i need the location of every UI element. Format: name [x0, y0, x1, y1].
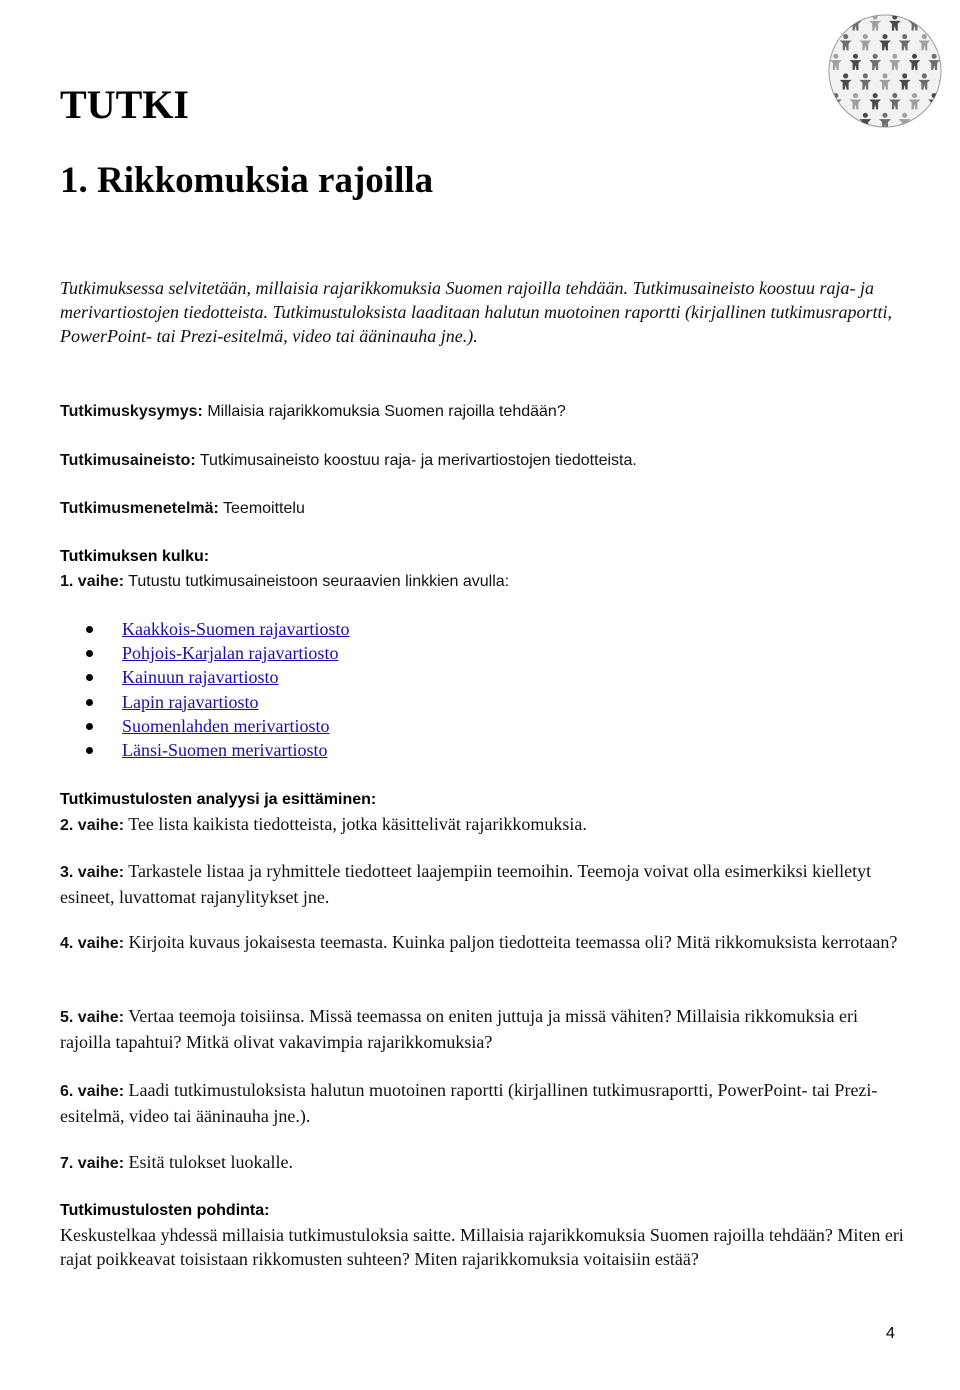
link-list — [86, 617, 349, 762]
chapter-title: 1. Rikkomuksia rajoilla — [60, 160, 434, 201]
list-item — [86, 690, 349, 714]
step-3 — [60, 859, 910, 909]
step-text: Tarkastele listaa ja ryhmittele tiedotteet laajempiin teemoihin. Teemoja voivat olla esimerkiksi kielletyt esineet, luvattomat rajanylitykset jne. — [60, 861, 872, 907]
step-5 — [60, 1004, 910, 1054]
step-1-label: 1. vaihe: — [60, 573, 125, 590]
list-item — [86, 714, 349, 738]
bullet-icon — [86, 747, 93, 754]
step-label: 3. vaihe: — [60, 864, 125, 881]
bullet-icon — [86, 723, 93, 730]
step-text: Esitä tulokset luokalle. — [124, 1152, 294, 1172]
list-item — [86, 738, 349, 762]
bullet-icon — [86, 674, 93, 681]
step-text: Kirjoita kuvaus jokaisesta teemasta. Kuinka paljon tiedotteita teemassa oli? Mitä rikkomuksista kerrotaan? — [124, 932, 898, 952]
link-suomenlahden-merivartiosto[interactable]: Suomenlahden merivartiosto — [122, 715, 330, 736]
analysis-heading: Tutkimustulosten analyysi ja esittäminen: — [60, 791, 377, 808]
research-material — [60, 449, 910, 473]
step-4 — [60, 930, 910, 956]
course-heading: Tutkimuksen kulku: — [60, 548, 210, 565]
step-7 — [60, 1150, 910, 1176]
step-label: 4. vaihe: — [60, 935, 125, 952]
research-method — [60, 497, 910, 521]
research-question-label: Tutkimuskysymys: — [60, 403, 203, 420]
bullet-icon — [86, 650, 93, 657]
step-2 — [60, 812, 910, 838]
step-text: Vertaa teemoja toisiinsa. Missä teemassa on eniten juttuja ja missä vähiten? Millaisia rikkomuksia eri rajoilla tapahtui? Mitkä olivat vakavimpia rajarikkomuksia? — [60, 1006, 859, 1052]
list-item — [86, 641, 349, 665]
step-text: Laadi tutkimustuloksista halutun muotoinen raportti (kirjallinen tutkimusraportti, PowerPoint- tai Prezi-esitelmä, video tai ääninauha jne.). — [60, 1080, 878, 1126]
link-kainuun-rajavartiosto[interactable]: Kainuun rajavartiosto — [122, 667, 279, 688]
link-kaakkois-suomen-rajavartiosto[interactable]: Kaakkois-Suomen rajavartiosto — [122, 619, 350, 639]
bullet-icon — [86, 699, 93, 706]
link-pohjois-karjalan-rajavartiosto[interactable]: Pohjois-Karjalan rajavartiosto — [122, 643, 339, 664]
research-method-text: Teemoittelu — [218, 500, 305, 517]
step-label: 2. vaihe: — [60, 817, 125, 834]
discussion-text: Keskustelkaa yhdessä millaisia tutkimustuloksia saitte. Millaisia rajarikkomuksia Suomen rajoilla tehdään? Miten eri rajat poikkeavat toisistaan rikkomusten suhteen? Miten rajarikkomuksia voitaisiin estää? — [60, 1225, 904, 1269]
research-method-label: Tutkimusmenetelmä: — [60, 500, 219, 517]
people-globe-icon — [826, 12, 944, 130]
step-1 — [60, 570, 910, 594]
step-6 — [60, 1078, 910, 1128]
step-1-text: Tutustu tutkimusaineistoon seuraavien linkkien avulla: — [124, 573, 510, 590]
link-lansi-suomen-merivartiosto[interactable]: Länsi-Suomen merivartiosto — [122, 739, 328, 760]
list-item — [86, 617, 349, 641]
step-label: 7. vaihe: — [60, 1155, 125, 1172]
link-lapin-rajavartiosto[interactable]: Lapin rajavartiosto — [122, 691, 259, 712]
research-material-text: Tutkimusaineisto koostuu raja- ja merivartiostojen tiedotteista. — [195, 452, 637, 469]
list-item — [86, 665, 349, 689]
discussion-heading: Tutkimustulosten pohdinta: — [60, 1202, 270, 1219]
page-title: TUTKI — [60, 82, 189, 127]
step-label: 6. vaihe: — [60, 1083, 125, 1100]
step-label: 5. vaihe: — [60, 1009, 125, 1026]
intro-paragraph: Tutkimuksessa selvitetään, millaisia rajarikkomuksia Suomen rajoilla tehdään. Tutkimusaineisto koostuu raja- ja merivartiostojen tiedotteista. Tutkimustuloksista laaditaan halutun muotoinen raportti (kirjallinen tutkimusraportti, PowerPoint- tai Prezi-esitelmä, video tai ääninauha jne.). — [60, 278, 892, 346]
page-number: 4 — [886, 1325, 895, 1342]
research-question — [60, 400, 910, 424]
bullet-icon — [86, 626, 93, 633]
step-text: Tee lista kaikista tiedotteista, jotka käsittelivät rajarikkomuksia. — [124, 814, 587, 834]
research-material-label: Tutkimusaineisto: — [60, 452, 196, 469]
research-question-text: Millaisia rajarikkomuksia Suomen rajoilla tehdään? — [202, 403, 566, 420]
